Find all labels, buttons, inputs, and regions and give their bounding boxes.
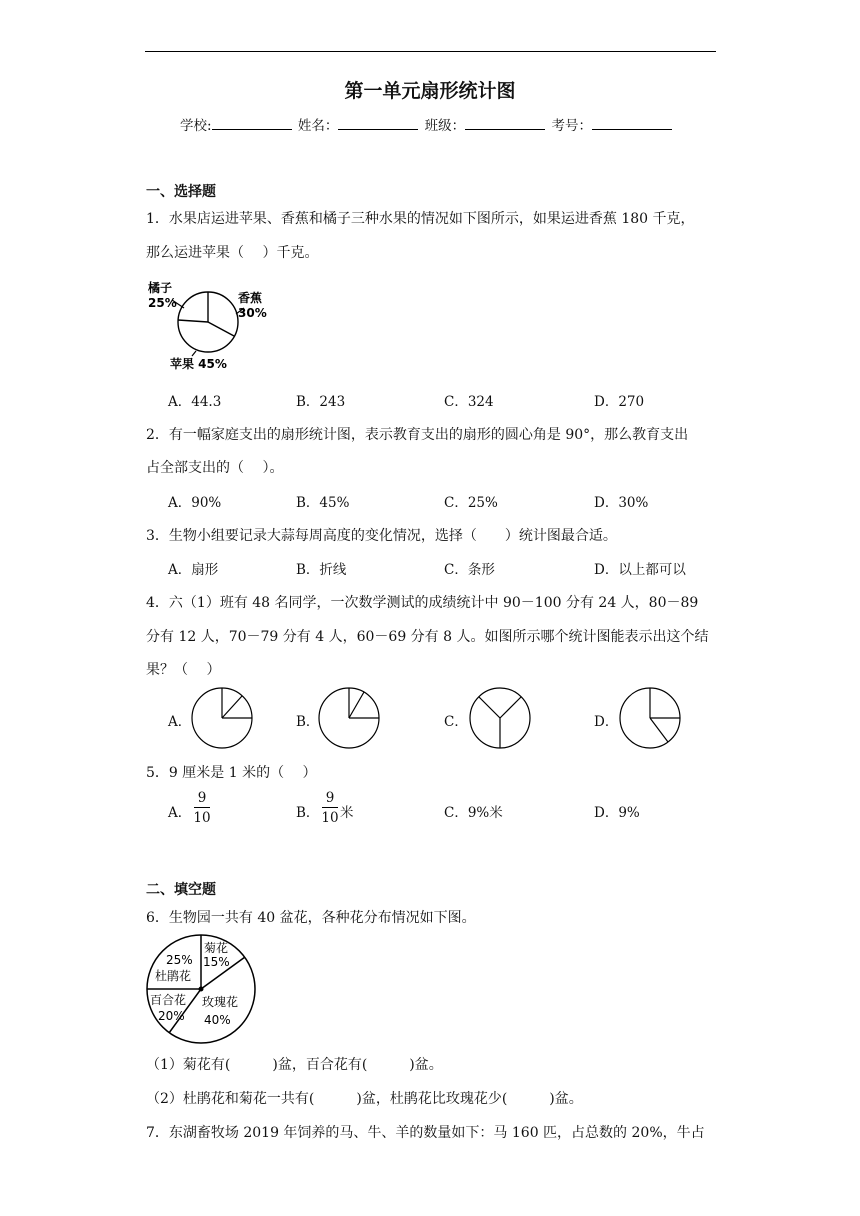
name-blank[interactable] [338,117,418,130]
q5-text-line1: 5．9 厘米是 1 米的（ ） [146,765,317,781]
q5-option-a-fraction [192,789,212,828]
q1-option-b[interactable]: B．243 [296,394,346,410]
q2-text-line2: 占全部支出的（ ）。 [146,460,284,476]
q3-option-b[interactable]: B．折线 [296,562,347,578]
q2-option-b[interactable]: B．45% [296,495,350,511]
q1-label-banana-pct: 30% [238,306,267,320]
q4-text-line1: 4．六（1）班有 48 名同学，一次数学测试的成绩统计中 90－100 分有 24 人，80－89 [146,595,699,611]
q1-text-line1: 1．水果店运进苹果、香蕉和橘子三种水果的情况如下图所示，如果运进香蕉 180 千克， [146,211,695,227]
q5-option-a-numerator: 9 [197,790,207,806]
q5-option-b-fraction [320,789,340,828]
id-label: 考号： [551,118,592,134]
q3-option-c[interactable]: C．条形 [444,562,495,578]
q1-fruit-pie-chart [144,278,284,374]
q2-option-d[interactable]: D．30% [594,495,649,511]
q1-option-a[interactable]: A．44.3 [168,394,222,410]
q5-option-b-denominator: 10 [321,810,339,826]
q1-option-c[interactable]: C．324 [444,394,494,410]
q6-sub1[interactable]: （1）菊花有( )盆，百合花有( )盆。 [146,1057,443,1073]
q1-label-apple: 苹果 45% [170,357,227,371]
q4-option-b-label[interactable]: B． [296,714,320,730]
q5-option-b-unit: 米 [340,805,354,821]
q6-flower-pie-chart [144,934,260,1046]
q6-label-juhua-name: 菊花 [204,941,229,955]
page-title: 第一单元扇形统计图 [344,80,516,102]
student-info-line [180,114,674,134]
q5-option-d[interactable]: D．9% [594,805,640,821]
q3-text-line1: 3．生物小组要记录大蒜每周高度的变化情况，选择（ ）统计图最合适。 [146,528,617,544]
q3-option-a[interactable]: A．扇形 [168,562,219,578]
q3-option-d[interactable]: D．以上都可以 [594,562,686,578]
q1-label-orange-pct: 25% [148,296,177,310]
q4-option-a-label[interactable]: A． [168,714,192,730]
q5-option-a-denominator: 10 [193,810,211,826]
class-blank[interactable] [465,117,545,130]
q6-label-meigui-name: 玫瑰花 [202,995,239,1009]
q1-text-line2: 那么运进苹果（ ）千克。 [146,245,319,261]
q4-option-b-pie-icon[interactable] [317,686,383,750]
section-heading-fill: 二、填空题 [146,882,216,898]
q6-label-dujuan-name: 杜鹃花 [155,969,192,983]
q2-option-c[interactable]: C．25% [444,495,498,511]
section-heading-choice: 一、选择题 [146,184,216,200]
q1-label-orange-name: 橘子 [148,281,173,295]
q5-option-c[interactable]: C．9%米 [444,805,503,821]
q6-label-dujuan-pct: 25% [166,953,193,967]
school-label: 学校: [180,118,212,134]
q1-option-d[interactable]: D．270 [594,394,645,410]
q5-option-b-prefix[interactable]: B． [296,805,320,821]
q4-option-a-pie-icon[interactable] [190,686,256,750]
q6-label-baihe-name: 百合花 [150,993,187,1007]
school-blank[interactable] [212,117,292,130]
id-blank[interactable] [592,117,672,130]
q4-text-line3: 果？（ ） [146,662,221,678]
q4-option-d-pie-icon[interactable] [618,686,684,750]
q4-option-d-label[interactable]: D． [594,714,619,730]
q4-option-c-label[interactable]: C． [444,714,468,730]
q2-text-line1: 2．有一幅家庭支出的扇形统计图，表示教育支出的扇形的圆心角是 90°，那么教育支出 [146,427,689,443]
name-label: 姓名： [297,118,339,134]
q6-label-baihe-pct: 20% [158,1009,185,1023]
q4-option-c-pie-icon[interactable] [468,686,534,750]
q5-option-b-numerator: 9 [325,790,335,806]
q5-option-a-prefix[interactable]: A． [168,805,192,821]
q6-sub2[interactable]: （2）杜鹃花和菊花一共有( )盆，杜鹃花比玫瑰花少( )盆。 [146,1091,583,1107]
q6-label-meigui-pct: 40% [204,1013,231,1027]
q7-text-line1: 7．东湖畜牧场 2019 年饲养的马、牛、羊的数量如下：马 160 匹，占总数的 20%，牛占 [146,1125,705,1141]
class-label: 班级： [424,118,466,134]
q4-text-line2: 分有 12 人，70－79 分有 4 人，60－69 分有 8 人。如图所示哪个统计图能表示出这个结 [146,629,709,645]
top-rule [145,51,716,52]
q6-label-juhua-pct: 15% [203,955,230,969]
q2-option-a[interactable]: A．90% [168,495,222,511]
q6-text-line1: 6．生物园一共有 40 盆花，各种花分布情况如下图。 [146,910,476,926]
q1-label-banana-name: 香蕉 [238,291,263,305]
